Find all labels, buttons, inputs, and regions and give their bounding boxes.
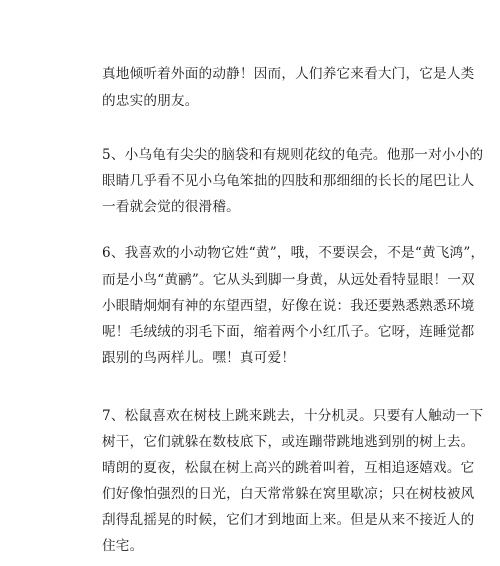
paragraph-4-line-6: 住宅。 — [102, 538, 144, 554]
paragraph-1-line-2: 的忠实的朋友。 — [102, 93, 199, 109]
paragraph-4-line-2: 树干，它们就躲在数枝底下，或连蹦带跳地逃到别的树上去。 — [102, 434, 475, 450]
paragraph-4-line-1: 7、松鼠喜欢在树枝上跳来跳去，十分机灵。只要有人触动一下 — [102, 408, 484, 424]
paragraph-2-line-1: 5、小乌龟有尖尖的脑袋和有规则花纹的龟壳。他那一对小小的 — [102, 147, 484, 163]
paragraph-2-line-3: 一看就会觉的很滑稽。 — [102, 199, 240, 215]
paragraph-4-line-4: 们好像怕强烈的日光，白天常常躲在窝里歇凉；只在树枝被风 — [102, 486, 475, 502]
paragraph-1-line-1: 真地倾听着外面的动静！因而，人们养它来看大门，它是人类 — [102, 66, 475, 82]
paragraph-3-line-4: 呢！毛绒绒的羽毛下面，缩着两个小红爪子。它呀，连睡觉都 — [102, 324, 475, 340]
paragraph-3-line-3: 小眼睛炯炯有神的东望西望，好像在说：我还要熟悉熟悉环境 — [102, 298, 475, 314]
paragraph-3-line-1: 6、我喜欢的小动物它姓“黄”，哦，不要误会，不是“黄飞鸿”， — [102, 245, 485, 261]
paragraph-4-line-5: 刮得乱摇晃的时候，它们才到地面上来。但是从来不接近人的 — [102, 512, 475, 528]
paragraph-3-line-5: 跟别的鸟两样儿。嘿！真可爱！ — [102, 350, 296, 366]
paragraph-2-line-2: 眼睛几乎看不见小乌龟笨拙的四肢和那细细的长长的尾巴让人 — [102, 173, 475, 189]
paragraph-4-line-3: 晴朗的夏夜，松鼠在树上高兴的跳着叫着，互相追逐嬉戏。它 — [102, 460, 475, 476]
paragraph-3-line-2: 而是小鸟“黄鹂”。它从头到脚一身黄，从远处看特显眼！一双 — [102, 272, 475, 288]
